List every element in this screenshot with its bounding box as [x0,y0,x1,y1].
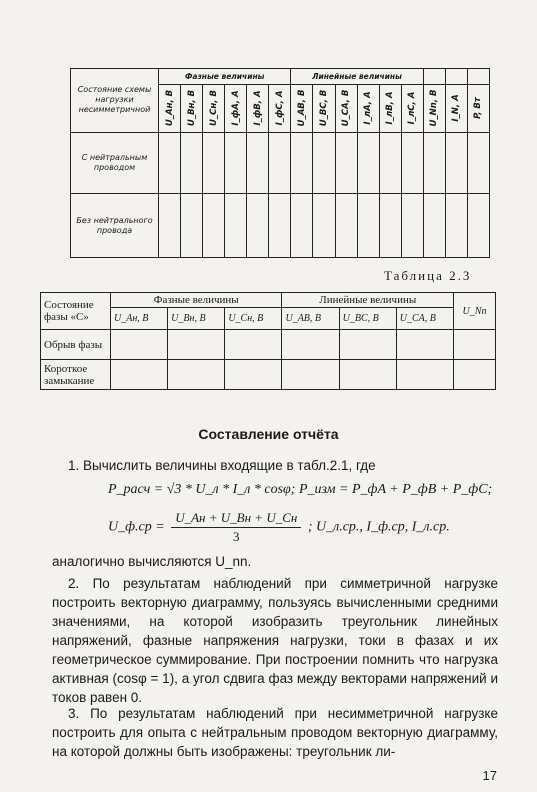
analog-line: аналогично вычисляются U_nn. [52,554,252,569]
t2-col-unn: U_Nn [454,293,496,330]
t1-col-header: I_фА, A [225,84,247,132]
t1-group-phase: Фазные величины [159,69,291,85]
t1-row-label: С нейтральным проводом [71,132,159,194]
t1-blank-top [423,69,445,85]
t2-col-header: U_Вн, B [168,308,225,330]
t1-col-header: I_фВ, A [247,84,269,132]
t2-group-line: Линейные величины [282,293,454,308]
t1-col-header: U_CA, B [335,84,357,132]
t2-row-label: Обрыв фазы [41,330,111,360]
report-item-1: 1. Вычислить величины входящие в табл.2.1, где [68,458,376,473]
t1-row-label: Без нейтрального провода [71,194,159,258]
fraction-denominator: 3 [233,529,240,544]
formula-fraction [171,510,301,545]
t1-col-header: U_Aн, B [159,84,181,132]
t1-col-header: P, Вт [467,84,489,132]
t1-col-header: I_фС, A [269,84,291,132]
t1-state-header: Состояние схемы нагрузки несимметричной [71,69,159,133]
page-number: 17 [482,768,497,783]
t1-col-header: I_лC, A [401,84,423,132]
formula-lhs: U_ф.ср = [108,519,165,535]
t1-col-header: U_Вн, B [181,84,203,132]
t2-group-phase: Фазные величины [111,293,282,308]
handwritten-table [70,68,490,258]
t2-state-header: Состояние фазы «С» [41,293,111,330]
report-item-2: 2. По результатам наблюдений при симметричной нагрузке построить векторную диаграмму, пользуясь вычисленными средними значениями, на которой изобразить треугольник линейных напряжений, фазные напряжения нагрузки, токи в фазах и их геометрическое суммирование. При построении помнить что нагрузка активная (cosφ = 1), а угол сдвига фаз между векторами напряжений и токов равен 0. [52,576,498,705]
report-item-3: 3. По результатам наблюдений при несимметричной нагрузке построить для опыта с нейтральным проводом векторную диаграмму, на которой должны быть изображены: треугольник ли- [52,706,498,759]
formula-power: P_расч = √3 * U_л * I_л * cosφ; P_изм = P_фA + P_фB + P_фC; [108,482,493,497]
t1-col-header: U_Nn, B [423,84,445,132]
t2-col-header: U_CA, B [396,308,453,330]
t1-col-header: I_лB, A [379,84,401,132]
t1-group-line: Линейные величины [291,69,423,85]
t1-blank-top [445,69,467,85]
formula-rhs: ; U_л.ср., I_ф.ср, I_л.ср. [307,519,450,535]
t2-col-header: U_BC, B [339,308,396,330]
t1-col-header: I_лA, A [357,84,379,132]
t2-col-header: U_AB, B [282,308,339,330]
formula-average [108,510,450,545]
section-heading: Составление отчёта [198,426,339,442]
table-2-3 [40,292,496,390]
fraction-numerator: U_Ан + U_Вн + U_Сн [171,510,301,528]
t1-blank-top [467,69,489,85]
t1-col-header: U_BC, B [313,84,335,132]
t1-col-header: U_Сн, B [203,84,225,132]
t1-col-header: I_N, A [445,84,467,132]
t2-row-label: Короткое замыкание [41,360,111,390]
table-caption: Таблица 2.3 [384,268,472,283]
t1-col-header: U_AB, B [291,84,313,132]
t2-col-header: U_Aн, B [111,308,168,330]
t2-col-header: U_Сн, B [225,308,282,330]
